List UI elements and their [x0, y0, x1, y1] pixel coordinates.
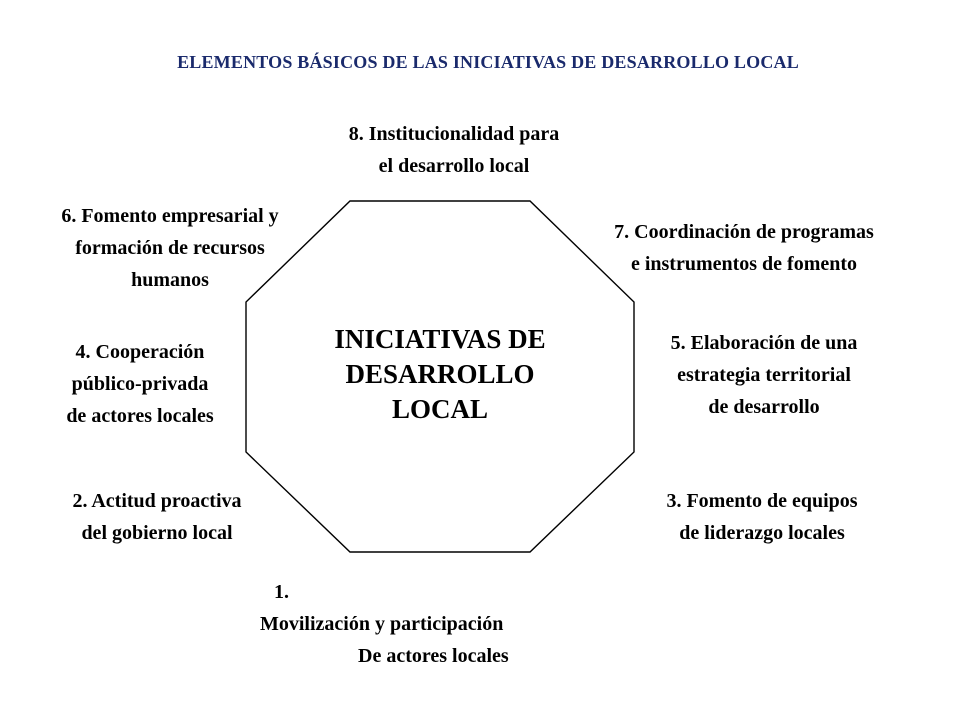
element-6-fomento-empresarial: [20, 200, 320, 296]
element-line: De actores locales: [358, 645, 509, 667]
element-line: de liderazgo locales: [679, 522, 845, 544]
element-2-actitud-proactiva: [18, 485, 296, 549]
element-line: formación de recursos: [75, 237, 265, 259]
element-3-liderazgo: [612, 485, 912, 549]
element-1-movilizacion: [260, 576, 509, 672]
center-label: [290, 322, 590, 427]
element-line: humanos: [131, 269, 209, 291]
element-line: 7. Coordinación de programas: [614, 221, 874, 243]
element-line: 2. Actitud proactiva: [72, 490, 242, 512]
element-line: e instrumentos de fomento: [630, 253, 858, 275]
element-line: del gobierno local: [81, 522, 233, 544]
element-line: 5. Elaboración de una: [670, 332, 858, 354]
center-line: INICIATIVAS DE: [334, 324, 546, 354]
element-line: 4. Cooperación: [75, 341, 205, 363]
element-8-institucionalidad: [254, 118, 654, 182]
element-line: de actores locales: [66, 405, 214, 427]
element-line: 3. Fomento de equipos: [666, 490, 858, 512]
element-text: Movilización y participación: [260, 613, 504, 635]
element-line: 6. Fomento empresarial y: [61, 205, 279, 227]
element-5-estrategia: [628, 327, 900, 423]
center-line: LOCAL: [391, 394, 489, 424]
center-line: DESARROLLO: [345, 359, 535, 389]
element-4-cooperacion: [20, 336, 260, 432]
element-number: 1.: [274, 581, 289, 603]
element-line: el desarrollo local: [378, 155, 530, 177]
element-line: público-privada: [71, 373, 209, 395]
diagram-title: ELEMENTOS BÁSICOS DE LAS INICIATIVAS DE DESARROLLO LOCAL: [177, 52, 799, 72]
element-line: estrategia territorial: [677, 364, 851, 386]
element-line: de desarrollo: [708, 396, 820, 418]
element-line: 8. Institucionalidad para: [348, 123, 560, 145]
element-line: [260, 576, 509, 640]
element-7-coordinacion: [558, 216, 930, 280]
